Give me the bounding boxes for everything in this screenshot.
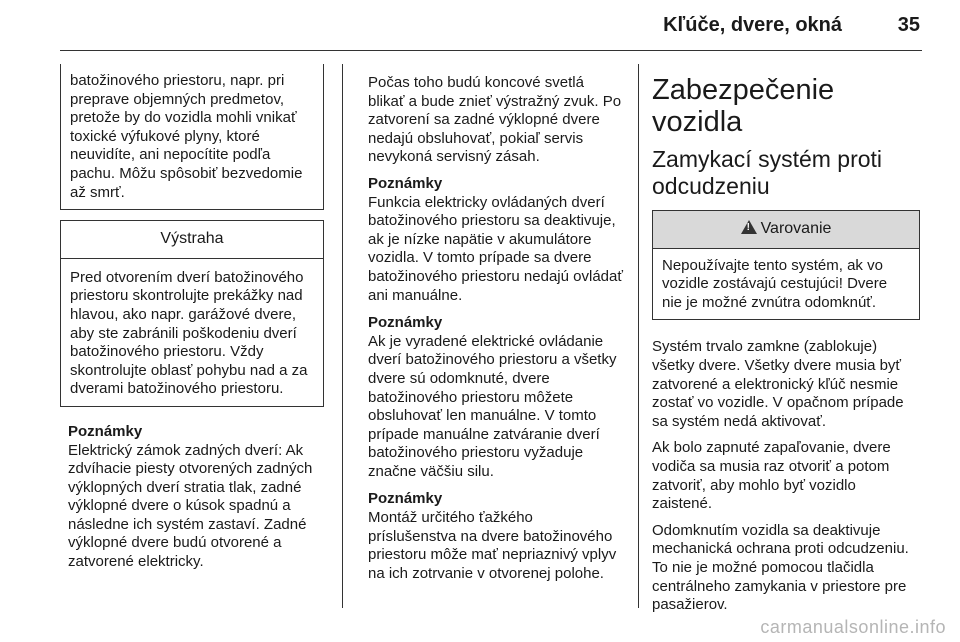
continued-warning-box: [60, 64, 324, 210]
column-middle: [368, 74, 624, 583]
caution-box: [60, 220, 324, 407]
column-divider-1: [342, 64, 343, 608]
intro-paragraph: Počas toho budú koncové svetlá blikať a bude znieť výstražný zvuk. Po zatvorení sa zadné výklopné dvere nedajú obsluhovať, pokiaľ servis nevykoná servisný zásah.: [368, 74, 622, 166]
note-block: [60, 423, 324, 572]
column-right: [652, 74, 920, 623]
warning-header: [653, 211, 919, 249]
running-title: Kľúče, dvere, okná: [663, 14, 842, 36]
subsection-heading: Zamykací systém proti odcudzeniu: [652, 146, 883, 199]
caution-heading: Výstraha: [61, 221, 323, 259]
body-paragraph: Odomknutím vozidla sa deaktivuje mechanická ochrana proti odcudzeniu. To nie je možné pomocou tlačidla centrálneho zamykania v priestore pre pasažierov.: [652, 521, 909, 614]
note-heading: Poznámky: [368, 314, 443, 332]
note-heading: Poznámky: [368, 490, 443, 508]
header-rule: [60, 50, 922, 51]
column-left: [60, 64, 324, 572]
note-heading: Poznámky: [368, 174, 443, 192]
note-block: [368, 314, 624, 481]
warning-box: [652, 210, 920, 320]
caution-text: Pred otvorením dverí batožinového priestoru skontrolujte prekážky nad hlavou, ako napr. garážové dvere, aby ste zabránili poškodeniu dverí batožinového priestoru. Vždy skontrolujte oblasť pohybu nad a za dverami batožinového priestoru.: [70, 268, 308, 398]
section-heading: Zabezpečenie vozidla: [652, 74, 835, 138]
warning-triangle-icon: [741, 220, 757, 234]
warning-text: Nepoužívajte tento systém, ak vo vozidle zostávajú cestujúci! Dvere nie je možné zvnútra odomknúť.: [662, 256, 888, 311]
page-number: 35: [897, 14, 920, 36]
body-paragraph: Ak bolo zapnuté zapaľovanie, dvere vodiča sa musia raz otvoriť a potom zatvoriť, aby mohlo byť vozidlo zaistené.: [652, 439, 891, 513]
column-divider-2: [638, 64, 639, 608]
note-text: Montáž určitého ťažkého príslušenstva na dvere batožinového priestoru môže mať nepriaznivý vplyv na ich zotrvanie v otvorenej polohe.: [368, 509, 617, 582]
body-paragraph: Systém trvalo zamkne (zablokuje) všetky dvere. Všetky dvere musia byť zatvorené a elektronický kľúč nesmie zostať vo vozidle. V opačnom prípade sa systém nedá aktivovať.: [652, 338, 904, 430]
note-block: [368, 175, 624, 305]
note-text: Ak je vyradené elektrické ovládanie dverí batožinového priestoru a všetky dvere sú odomknuté, dvere batožinového priestoru môžete obsluhovať len manuálne. V tomto prípade manuálne zatváranie dverí batožinového priestoru vyžaduje značne väčšiu silu.: [368, 332, 617, 480]
note-block: [368, 490, 624, 583]
note-text: Elektrický zámok zadných dverí: Ak zdvíhacie piesty otvorených zadných výklopných dverí stratia tlak, zadné výklopné dvere o kúsok spadnú a následne ich systém zastaví. Zadné výklopné dvere budú otvorené a zatvorené elektricky.: [68, 441, 313, 571]
warning-heading: Varovanie: [760, 220, 832, 237]
note-heading: Poznámky: [68, 422, 143, 440]
note-text: Funkcia elektricky ovládaných dverí batožinového priestoru sa deaktivuje, ak je nízke napätie v akumulátore vozidla. V tomto prípade sa dvere batožinového priestoru nedajú ovládať ani manuálne.: [368, 193, 623, 304]
continued-warning-text: batožinového priestoru, napr. pri preprave objemných predmetov, pretože by do vozidla mohli vnikať toxické výfukové plyny, ktoré neuvidíte, ani nepocítite podľa pachu. Môžu spôsobiť bezvedomie až smrť.: [70, 72, 303, 201]
watermark: carmanualsonline.info: [760, 617, 946, 637]
page-header: [0, 0, 960, 52]
